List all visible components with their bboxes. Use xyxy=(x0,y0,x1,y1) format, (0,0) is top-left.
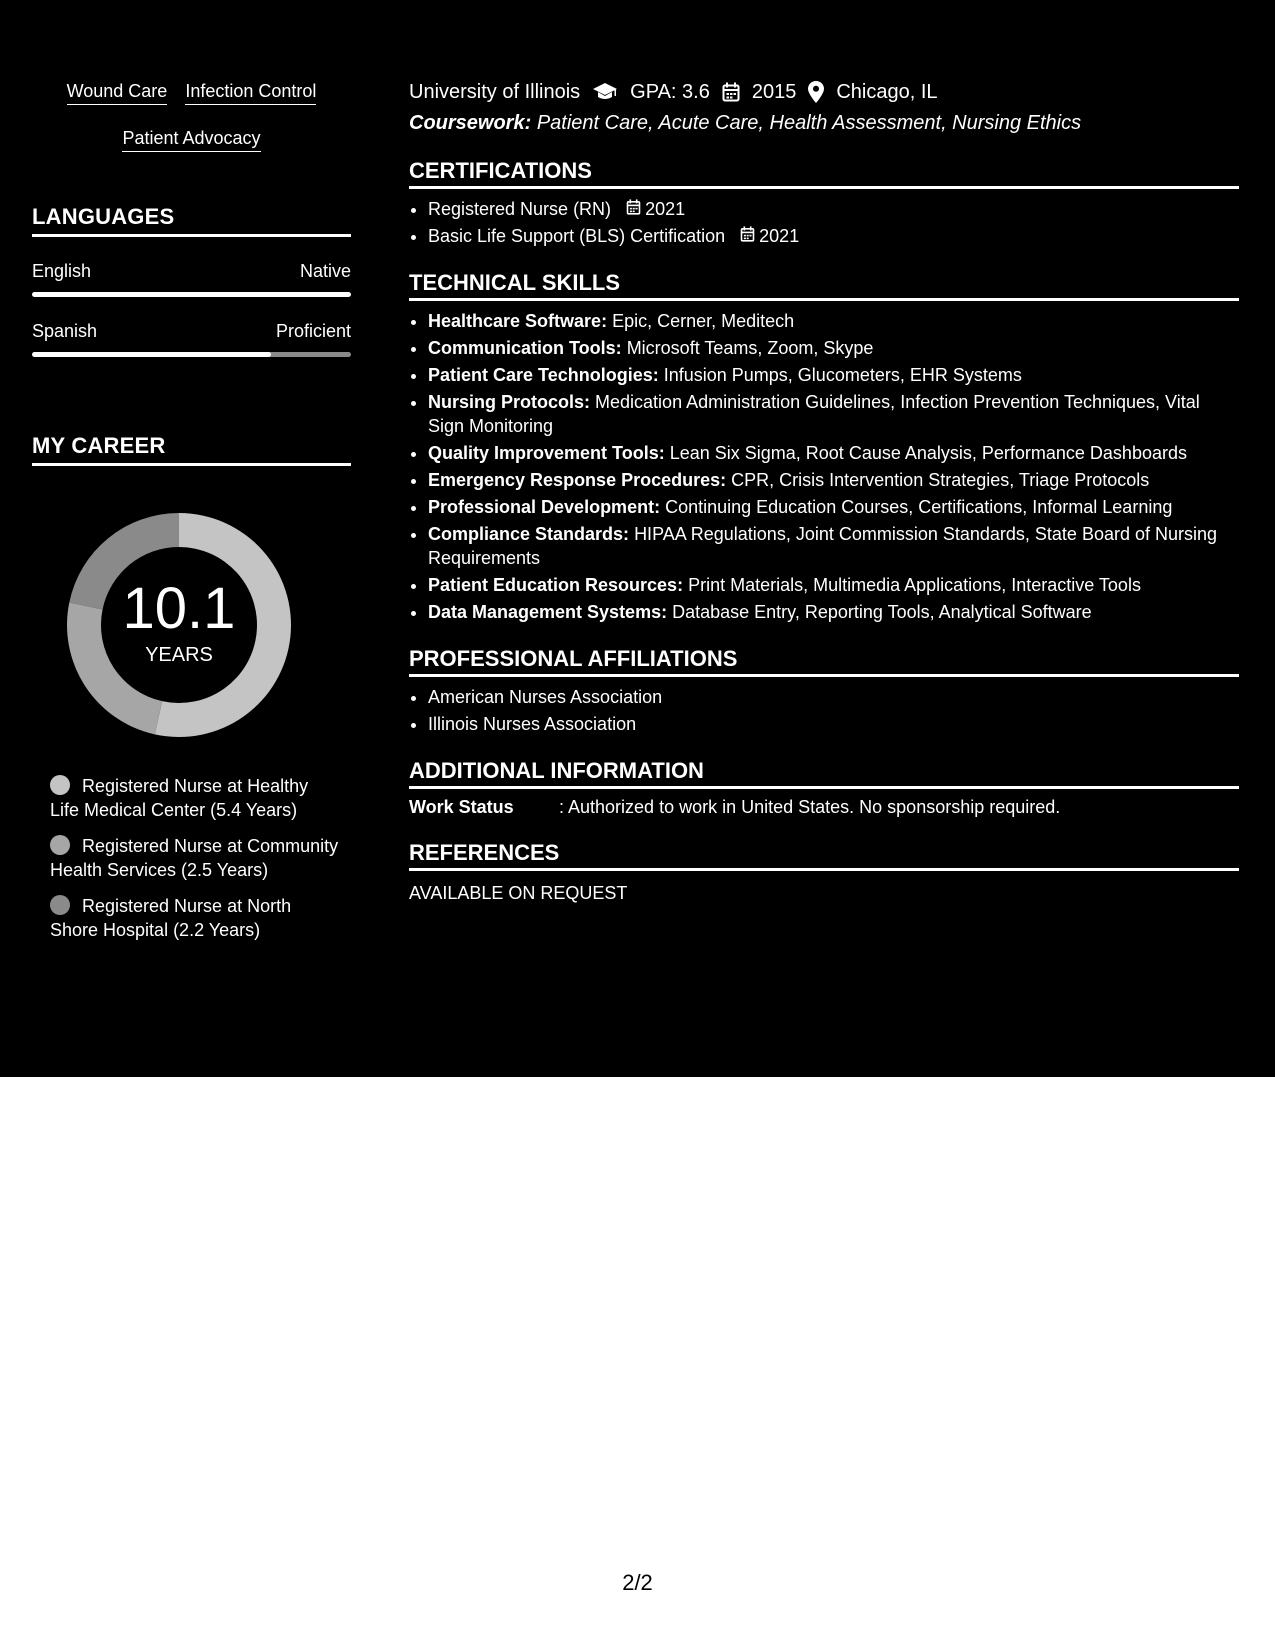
list-item: • Quality Improvement Tools: Lean Six Sigma, Root Cause Analysis, Performance Dashboards xyxy=(428,441,1239,465)
career-legend-item: Registered Nurse at Healthy Life Medical Center (5.4 Years) xyxy=(50,776,309,820)
career-legend-item: Registered Nurse at Community Health Services (2.5 Years) xyxy=(50,836,339,880)
school-name: University of Illinois xyxy=(409,81,581,103)
list-item: • Professional Development: Continuing Education Courses, Certifications, Informal Learning xyxy=(428,495,1239,519)
education-line xyxy=(409,78,1239,106)
language-bar xyxy=(32,352,351,357)
list-item: • American Nurses Association xyxy=(428,685,1239,709)
career-legend-item: Registered Nurse at North Shore Hospital (2.2 Years) xyxy=(50,896,292,940)
legend-dot-icon xyxy=(50,895,70,915)
career-heading: MY CAREER xyxy=(32,433,351,466)
coursework-list: Patient Care, Acute Care, Health Assessment, Nursing Ethics xyxy=(536,112,1082,134)
list-item: • Registered Nurse (RN) 2021 xyxy=(428,197,1239,221)
language-level: Native xyxy=(299,261,351,281)
gpa: GPA: 3.6 xyxy=(630,81,710,103)
references-text: AVAILABLE ON REQUEST xyxy=(409,883,628,903)
career-years-unit: YEARS xyxy=(145,643,213,666)
language-row xyxy=(32,261,351,282)
affiliations-heading: PROFESSIONAL AFFILIATIONS xyxy=(409,646,1239,677)
location-pin-icon xyxy=(808,81,824,103)
calendar-icon xyxy=(626,197,641,221)
skill-tag: Infection Control xyxy=(185,80,316,105)
list-item: • Nursing Protocols: Medication Administration Guidelines, Infection Prevention Techniques, Vital Sign Monitoring xyxy=(428,390,1239,438)
legend-dot-icon xyxy=(50,775,70,795)
list-item: • Patient Education Resources: Print Materials, Multimedia Applications, Interactive Tools xyxy=(428,573,1239,597)
page-number: 2/2 xyxy=(622,1570,653,1595)
language-bar-fill xyxy=(32,352,271,357)
language-name: Spanish xyxy=(32,321,98,341)
references-heading: REFERENCES xyxy=(409,840,1239,871)
additional-info-heading: ADDITIONAL INFORMATION xyxy=(409,758,1239,789)
list-item: • Data Management Systems: Database Entry, Reporting Tools, Analytical Software xyxy=(428,600,1239,624)
sidebar xyxy=(32,80,351,954)
certification-year: 2021 xyxy=(759,226,800,246)
coursework-label: Coursework: xyxy=(409,112,532,134)
language-level: Proficient xyxy=(275,321,351,341)
skill-tag: Wound Care xyxy=(67,80,168,105)
list-item: • Healthcare Software: Epic, Cerner, Meditech xyxy=(428,309,1239,333)
main-content xyxy=(409,78,1239,904)
work-status-row xyxy=(409,797,1239,818)
calendar-icon xyxy=(740,224,755,248)
references-section xyxy=(409,840,1239,904)
list-item: • Patient Care Technologies: Infusion Pumps, Glucometers, EHR Systems xyxy=(428,363,1239,387)
coursework xyxy=(409,110,1239,136)
affiliations-list xyxy=(409,685,1239,736)
career-donut xyxy=(64,510,294,740)
additional-info-section xyxy=(409,758,1239,818)
certifications-heading: CERTIFICATIONS xyxy=(409,158,1239,189)
certifications-list xyxy=(409,197,1239,248)
graduation-year: 2015 xyxy=(751,81,797,103)
language-row xyxy=(32,321,351,342)
career-total-years: 10.1 xyxy=(122,575,236,641)
school-location: Chicago, IL xyxy=(836,81,938,103)
technical-skills-list xyxy=(409,309,1239,624)
skill-tag: Patient Advocacy xyxy=(122,127,260,152)
calendar-icon xyxy=(722,82,740,102)
language-bar-fill xyxy=(32,292,351,297)
list-item: • Communication Tools: Microsoft Teams, Zoom, Skype xyxy=(428,336,1239,360)
technical-skills-heading: TECHNICAL SKILLS xyxy=(409,270,1239,301)
skill-tags xyxy=(32,80,351,152)
language-bar xyxy=(32,292,351,297)
career-legend xyxy=(32,774,340,942)
graduation-cap-icon xyxy=(592,82,618,102)
list-item: • Basic Life Support (BLS) Certification 2021 xyxy=(428,224,1239,248)
list-item: • Illinois Nurses Association xyxy=(428,712,1239,736)
languages-heading: LANGUAGES xyxy=(32,204,351,237)
list-item: • Emergency Response Procedures: CPR, Crisis Intervention Strategies, Triage Protocols xyxy=(428,468,1239,492)
technical-skills-section xyxy=(409,270,1239,624)
legend-dot-icon xyxy=(50,835,70,855)
list-item: • Compliance Standards: HIPAA Regulations, Joint Commission Standards, State Board of Nursing Requirements xyxy=(428,522,1239,570)
certifications-section xyxy=(409,158,1239,248)
work-status-label: Work Status xyxy=(409,797,514,817)
affiliations-section xyxy=(409,646,1239,736)
work-status-value: : Authorized to work in United States. No sponsorship required. xyxy=(559,797,1061,817)
language-name: English xyxy=(32,261,92,281)
certification-year: 2021 xyxy=(645,199,686,219)
